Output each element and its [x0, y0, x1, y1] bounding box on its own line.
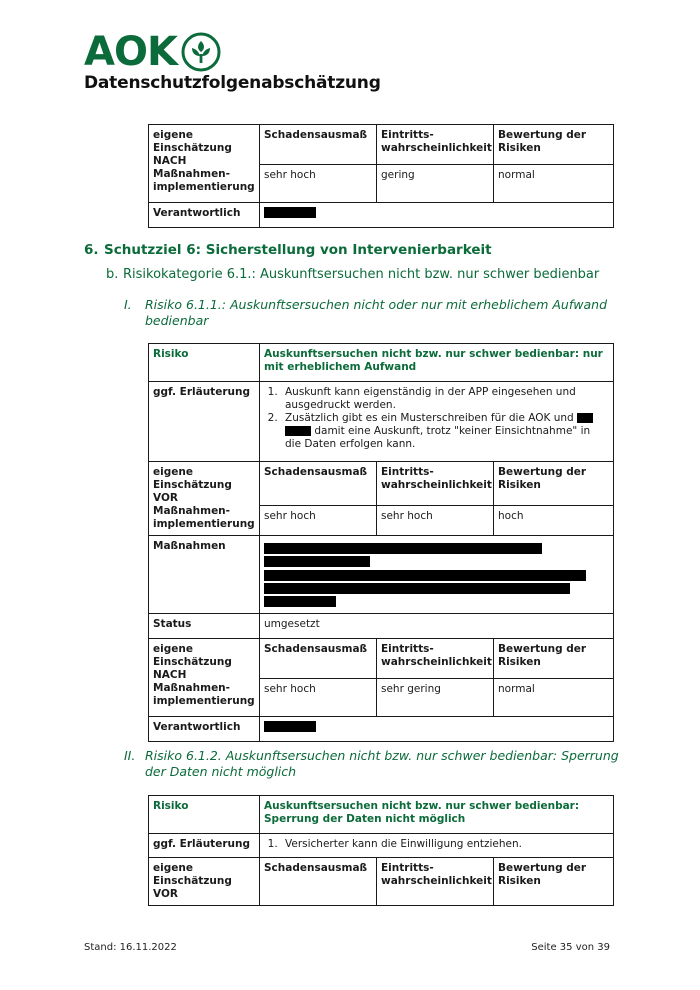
- col-eintritt-header: Eintritts-wahrscheinlichkeit: [377, 125, 494, 165]
- responsible-label: Verantwortlich: [149, 717, 260, 742]
- col-bewertung-header: Bewertung der Risiken: [494, 639, 614, 679]
- assessment-table-top: [148, 124, 614, 228]
- section-heading-6: [84, 242, 492, 258]
- status-value: umgesetzt: [260, 614, 614, 639]
- explanation-value: [260, 834, 614, 858]
- risk-numeral: I.: [124, 297, 132, 312]
- redaction-bar: [577, 413, 593, 423]
- redaction-bar: [264, 207, 316, 218]
- subsection-title: Risikokategorie 6.1.: Auskunftsersuchen nicht bzw. nur schwer bedienbar: [123, 267, 600, 282]
- redaction-bar: [264, 583, 570, 594]
- risk-label: Risiko: [149, 796, 260, 834]
- after-schaden: sehr hoch: [260, 679, 377, 717]
- measures-value: [260, 536, 614, 614]
- before-schaden: sehr hoch: [260, 505, 377, 535]
- status-label: Status: [149, 614, 260, 639]
- risk-title-line1: Risiko 6.1.2. Auskunftsersuchen nicht bzw. nur schwer bedienbar: Sperrung: [145, 748, 619, 763]
- risk-table-6-1-2: [148, 795, 614, 906]
- before-eintritt: sehr hoch: [377, 505, 494, 535]
- before-bewertung: hoch: [494, 505, 614, 535]
- responsible-value: [260, 203, 614, 228]
- explanation-item: [281, 412, 609, 451]
- risk-value: Auskunftsersuchen nicht bzw. nur schwer bedienbar: nur mit erheblichem Aufwand: [260, 344, 614, 382]
- after-bewertung: normal: [494, 679, 614, 717]
- explanation-item: 1. Auskunft kann eigenständig in der APP eingesehen und ausgedruckt werden.: [281, 386, 609, 412]
- risk-heading-II: [124, 748, 624, 780]
- after-eintritt: sehr gering: [377, 679, 494, 717]
- redaction-bar: [264, 570, 586, 581]
- assessment-after-label: eigene Einschätzung NACH Maßnahmen-implementierung: [149, 639, 260, 717]
- col-bewertung-header: Bewertung der Risiken: [494, 858, 614, 906]
- responsible-value: [260, 717, 614, 742]
- redaction-bar: [264, 543, 542, 554]
- aok-logo: [84, 30, 221, 74]
- risk-title-line2: bedienbar: [145, 313, 209, 328]
- col-schaden-header: Schadensausmaß: [260, 639, 377, 679]
- explanation-item: 1. Versicherter kann die Einwilligung entziehen.: [281, 838, 609, 851]
- col-eintritt-header: Eintritts-wahrscheinlichkeit: [377, 462, 494, 506]
- redaction-bar: [285, 426, 311, 436]
- explanation-text: Zusätzlich gibt es ein Musterschreiben für die AOK und: [285, 412, 574, 424]
- document-title: Datenschutzfolgenabschätzung: [84, 73, 381, 93]
- col-schaden-header: Schadensausmaß: [260, 125, 377, 165]
- col-schaden-header: Schadensausmaß: [260, 462, 377, 506]
- measures-label: Maßnahmen: [149, 536, 260, 614]
- risk-title-line2: der Daten nicht möglich: [145, 764, 297, 779]
- col-bewertung-header: Bewertung der Risiken: [494, 125, 614, 165]
- brand-wordmark: AOK: [84, 29, 177, 75]
- value-bewertung: normal: [494, 165, 614, 203]
- col-schaden-header: Schadensausmaß: [260, 858, 377, 906]
- responsible-label: Verantwortlich: [149, 203, 260, 228]
- explanation-label: ggf. Erläuterung: [149, 834, 260, 858]
- section-number: 6.: [84, 242, 99, 258]
- col-bewertung-header: Bewertung der Risiken: [494, 462, 614, 506]
- explanation-text: damit eine Auskunft, trotz "keiner Einsichtnahme" in die Daten erfolgen kann.: [285, 425, 591, 450]
- assessment-before-label: eigene Einschätzung VOR Maßnahmen-implementierung: [149, 462, 260, 536]
- value-schaden: sehr hoch: [260, 165, 377, 203]
- col-eintritt-header: Eintritts-wahrscheinlichkeit: [377, 858, 494, 906]
- risk-value: Auskunftsersuchen nicht bzw. nur schwer bedienbar: Sperrung der Daten nicht möglich: [260, 796, 614, 834]
- subsection-heading-b: [106, 267, 599, 282]
- section-title: Schutzziel 6: Sicherstellung von Intervenierbarkeit: [104, 242, 492, 258]
- footer-date: Stand: 16.11.2022: [84, 942, 177, 953]
- assessment-before-label: eigene Einschätzung VOR: [149, 858, 260, 906]
- risk-table-6-1-1: [148, 343, 614, 742]
- footer-page-number: Seite 35 von 39: [531, 942, 610, 953]
- subsection-letter: b.: [106, 267, 119, 282]
- redaction-bar: [264, 556, 370, 567]
- risk-numeral: II.: [124, 748, 136, 763]
- redaction-bar: [264, 721, 316, 732]
- aok-tree-icon: [181, 32, 221, 72]
- explanation-label: ggf. Erläuterung: [149, 382, 260, 462]
- col-eintritt-header: Eintritts-wahrscheinlichkeit: [377, 639, 494, 679]
- risk-heading-I: [124, 297, 624, 329]
- risk-title-line1: Risiko 6.1.1.: Auskunftsersuchen nicht oder nur mit erheblichem Aufwand: [145, 297, 607, 312]
- risk-label: Risiko: [149, 344, 260, 382]
- assessment-after-label: eigene Einschätzung NACH Maßnahmen-implementierung: [149, 125, 260, 203]
- redaction-bar: [264, 596, 336, 607]
- explanation-value: [260, 382, 614, 462]
- value-eintritt: gering: [377, 165, 494, 203]
